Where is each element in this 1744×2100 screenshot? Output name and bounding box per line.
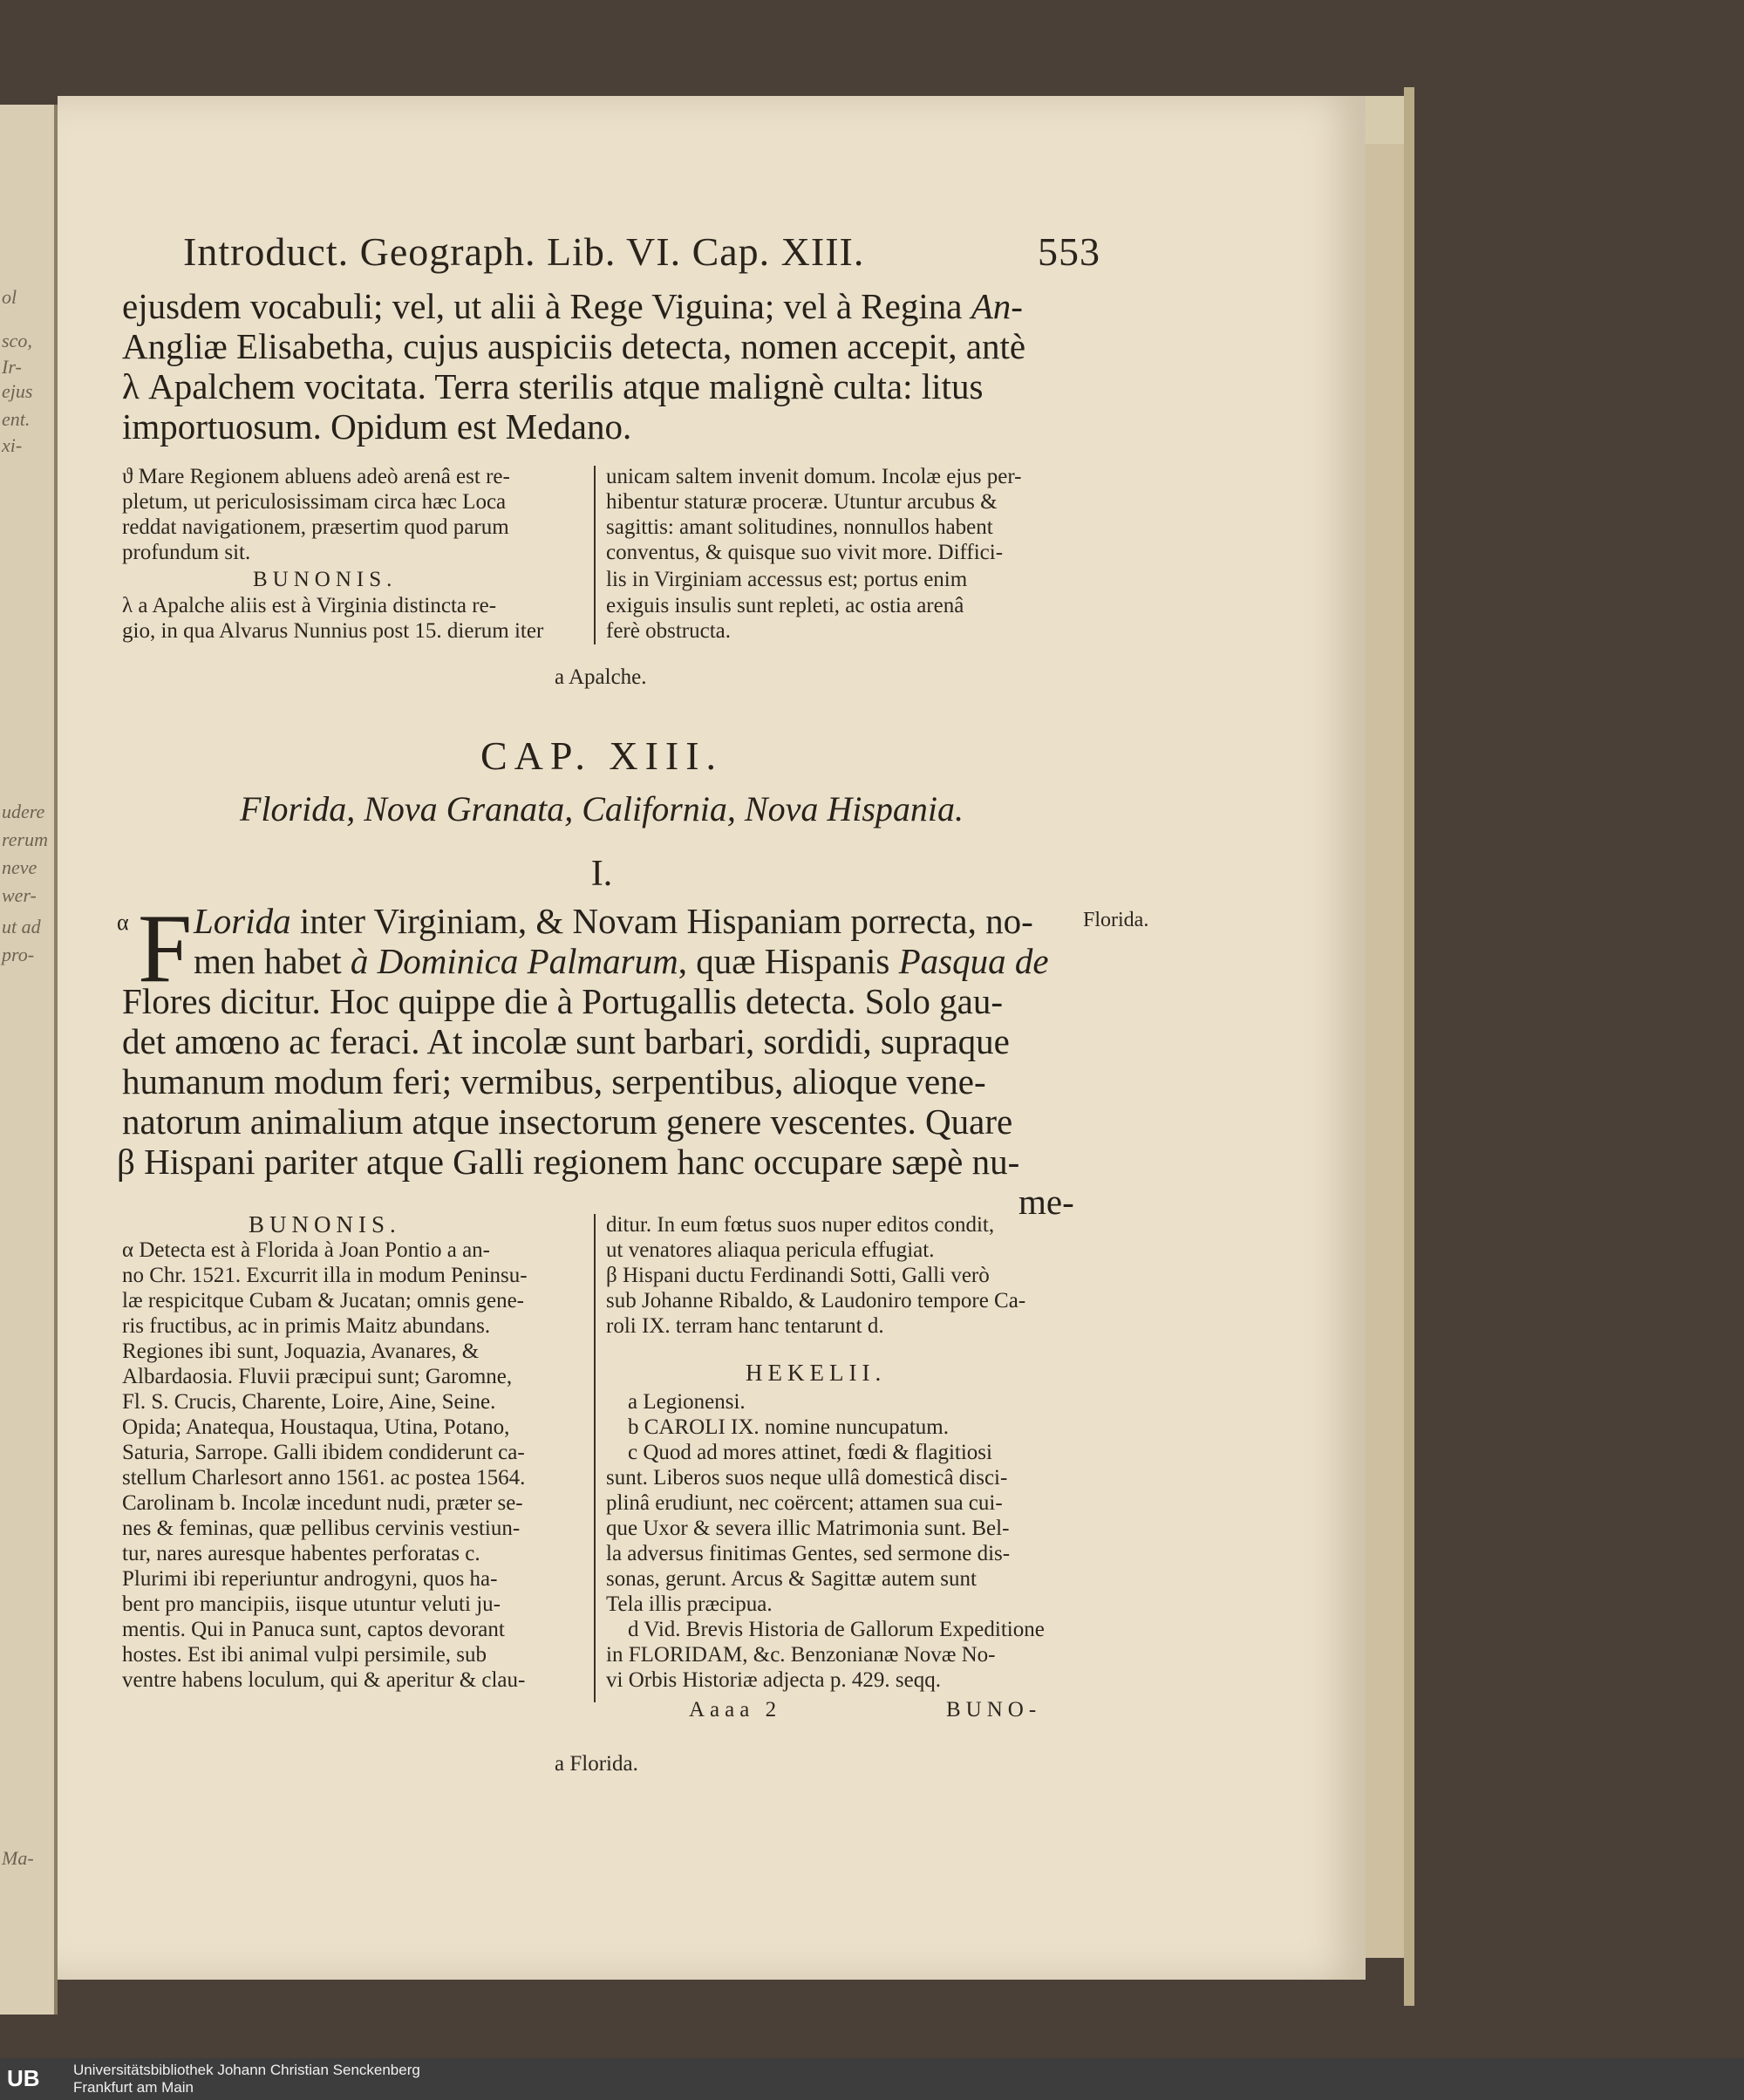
previous-page-edge xyxy=(0,105,58,2015)
catchword: BUNO- xyxy=(946,1698,1042,1722)
note-line: ventre habens loculum, qui & aperitur & clau- xyxy=(122,1668,526,1692)
note-line: sunt. Liberos suos neque ullâ domesticâ disci- xyxy=(606,1466,1008,1490)
chapter-heading: CAP. XIII. xyxy=(480,733,724,778)
note-line: unicam saltem invenit domum. Incolæ ejus per- xyxy=(606,465,1022,488)
prev-page-fragment: wer- xyxy=(2,884,37,906)
note-line: λ a Apalche aliis est à Virginia distincta re- xyxy=(122,594,497,617)
note-line: Carolinam b. Incolæ incedunt nudi, præter se- xyxy=(122,1491,523,1515)
note-line: lis in Virginiam accessus est; portus enim xyxy=(606,568,968,591)
prev-page-fragment: ejus xyxy=(2,380,33,402)
note-line: læ respicitque Cubam & Jucatan; omnis gene- xyxy=(122,1289,525,1312)
column-rule xyxy=(594,1214,596,1702)
text-line: humanum modum feri; vermibus, serpentibus, alioque vene- xyxy=(122,1061,986,1101)
note-line: Fl. S. Crucis, Charente, Loire, Aine, Seine. xyxy=(122,1390,496,1414)
prev-page-fragment: ut ad xyxy=(2,916,41,938)
note-line: tur, nares auresque habentes perforatas c. xyxy=(122,1542,480,1565)
prev-page-fragment: udere xyxy=(2,801,45,822)
prev-page-fragment: sco, xyxy=(2,330,32,351)
note-heading-bunonis: BUNONIS. xyxy=(253,568,398,591)
prev-page-fragment: rerum xyxy=(2,828,48,850)
note-line: b CAROLI IX. nomine nuncupatum. xyxy=(628,1415,950,1439)
note-line: a Legionensi. xyxy=(628,1390,746,1414)
margin-catch-apalche: a Apalche. xyxy=(555,665,647,689)
note-line: mentis. Qui in Panuca sunt, captos devorant xyxy=(122,1618,505,1641)
text-line: Flores dicitur. Hoc quippe die à Portugallis detecta. Solo gau- xyxy=(122,981,1003,1021)
note-line: Plurimi ibi reperiuntur androgyni, quos ha- xyxy=(122,1567,498,1591)
note-line: bent pro mancipiis, iisque utuntur veluti ju- xyxy=(122,1592,501,1616)
note-line: Albardaosia. Fluvii præcipui sunt; Garomne, xyxy=(122,1365,513,1388)
note-heading-hekelii: HEKELII. xyxy=(746,1360,887,1386)
note-line: α Detecta est à Florida à Joan Pontio a an- xyxy=(122,1238,490,1262)
margin-note-florida: Florida. xyxy=(1083,909,1149,931)
catch-line: me- xyxy=(1018,1182,1074,1222)
prev-page-fragment: ent. xyxy=(2,408,31,430)
note-line: la adversus finitimas Gentes, sed sermone dis- xyxy=(606,1542,1011,1565)
note-line: in FLORIDAM, &c. Benzonianæ Novæ No- xyxy=(606,1643,996,1667)
text-line: natorum animalium atque insectorum genere vescentes. Quare xyxy=(122,1101,1013,1142)
note-line: Regiones ibi sunt, Joquazia, Avanares, & xyxy=(122,1340,480,1363)
prev-page-fragment: Ir- xyxy=(2,356,22,378)
note-line: ut venatores aliaqua pericula effugiat. xyxy=(606,1238,935,1262)
note-line: vi Orbis Historiæ adjecta p. 429. seqq. xyxy=(606,1668,941,1692)
note-line: ditur. In eum fœtus suos nuper editos condit, xyxy=(606,1213,995,1237)
page-corner xyxy=(1365,96,1404,148)
note-heading-bunonis: BUNONIS. xyxy=(249,1211,401,1238)
text-line: men habet à Dominica Palmarum, quæ Hispanis Pasqua de xyxy=(194,941,1049,981)
prev-page-fragment: neve xyxy=(2,856,37,878)
running-head-title: Introduct. Geograph. Lib. VI. Cap. XIII. xyxy=(183,229,865,274)
prev-page-fragment: Ma- xyxy=(2,1847,34,1869)
note-line: plinâ erudiunt, nec coërcent; attamen sua cui- xyxy=(606,1491,1003,1515)
running-head xyxy=(183,228,1100,275)
note-line: gio, in qua Alvarus Nunnius post 15. dierum iter xyxy=(122,619,544,643)
library-city: Frankfurt am Main xyxy=(73,2079,194,2096)
note-line: roli IX. terram hanc tentarunt d. xyxy=(606,1314,884,1338)
prev-page-fragment: pro- xyxy=(2,944,35,965)
note-line: hibentur staturæ proceræ. Utuntur arcubus & xyxy=(606,490,998,514)
prev-page-fragment: xi- xyxy=(2,434,23,456)
text-line: β Hispani pariter atque Galli regionem hanc occupare sæpè nu- xyxy=(117,1142,1020,1182)
note-line: ϑ Mare Regionem abluens adeò arenâ est re- xyxy=(122,465,510,488)
note-line: no Chr. 1521. Excurrit illa in modum Peninsu- xyxy=(122,1264,528,1287)
note-line: d Vid. Brevis Historia de Gallorum Expeditione xyxy=(628,1618,1045,1641)
note-line: hostes. Est ibi animal vulpi persimile, sub xyxy=(122,1643,487,1667)
note-line: Saturia, Sarrope. Galli ibidem condiderunt ca- xyxy=(122,1441,525,1464)
chapter-subtitle: Florida, Nova Granata, California, Nova Hispania. xyxy=(239,789,964,828)
note-line: Tela illis præcipua. xyxy=(606,1592,773,1616)
footnote-mark: α xyxy=(117,910,129,935)
text-line: Angliæ Elisabetha, cujus auspiciis detecta, nomen accepit, antè xyxy=(122,326,1026,366)
signature-mark: Aaaa 2 xyxy=(689,1698,782,1722)
section-number: I. xyxy=(590,854,613,894)
binding-edge xyxy=(1404,87,1414,2006)
drop-capital: F xyxy=(138,895,193,1003)
page-number: 553 xyxy=(1038,229,1100,274)
text-line: importuosum. Opidum est Medano. xyxy=(122,406,632,447)
note-line: exiguis insulis sunt repleti, ac ostia arenâ xyxy=(606,594,964,617)
note-line: sub Johanne Ribaldo, & Laudoniro tempore Ca- xyxy=(606,1289,1026,1312)
note-line: sonas, gerunt. Arcus & Sagittæ autem sunt xyxy=(606,1567,977,1591)
text-line: ejusdem vocabuli; vel, ut alii à Rege Viguina; vel à Regina An- xyxy=(122,286,1023,326)
text-line: λ Apalchem vocitata. Terra sterilis atque malignè culta: litus xyxy=(122,366,984,406)
note-line: sagittis: amant solitudines, nonnullos habent xyxy=(606,515,993,539)
note-line: ris fructibus, ac in primis Maitz abundans. xyxy=(122,1314,491,1338)
note-line: c Quod ad mores attinet, fœdi & flagitiosi xyxy=(628,1441,992,1464)
note-line: ferè obstructa. xyxy=(606,619,731,643)
note-line: que Uxor & severa illic Matrimonia sunt. Bel- xyxy=(606,1517,1010,1540)
note-line: conventus, & quisque suo vivit more. Diffici- xyxy=(606,541,1004,564)
footer-bar xyxy=(0,2058,1744,2100)
text-line: det amœno ac feraci. At incolæ sunt barbari, sordidi, supraque xyxy=(122,1021,1010,1061)
prev-page-fragment: ol xyxy=(2,286,17,308)
note-line: nes & feminas, quæ pellibus cervinis vestiun- xyxy=(122,1517,521,1540)
note-line: reddat navigationem, præsertim quod parum xyxy=(122,515,509,539)
note-line: Opida; Anatequa, Houstaqua, Utina, Potano, xyxy=(122,1415,510,1439)
text-line: Lorida inter Virginiam, & Novam Hispaniam porrecta, no- xyxy=(194,901,1033,941)
note-line: profundum sit. xyxy=(122,541,251,564)
library-logo: UB xyxy=(7,2065,40,2091)
column-rule xyxy=(594,466,596,644)
library-credit xyxy=(73,2062,420,2097)
library-name: Universitätsbibliothek Johann Christian Senckenberg xyxy=(73,2062,420,2078)
margin-catch-florida: a Florida. xyxy=(555,1752,638,1776)
note-line: stellum Charlesort anno 1561. ac postea 1564. xyxy=(122,1466,526,1490)
note-line: pletum, ut periculosissimam circa hæc Loca xyxy=(122,490,507,514)
note-line: β Hispani ductu Ferdinandi Sotti, Galli verò xyxy=(606,1264,990,1287)
